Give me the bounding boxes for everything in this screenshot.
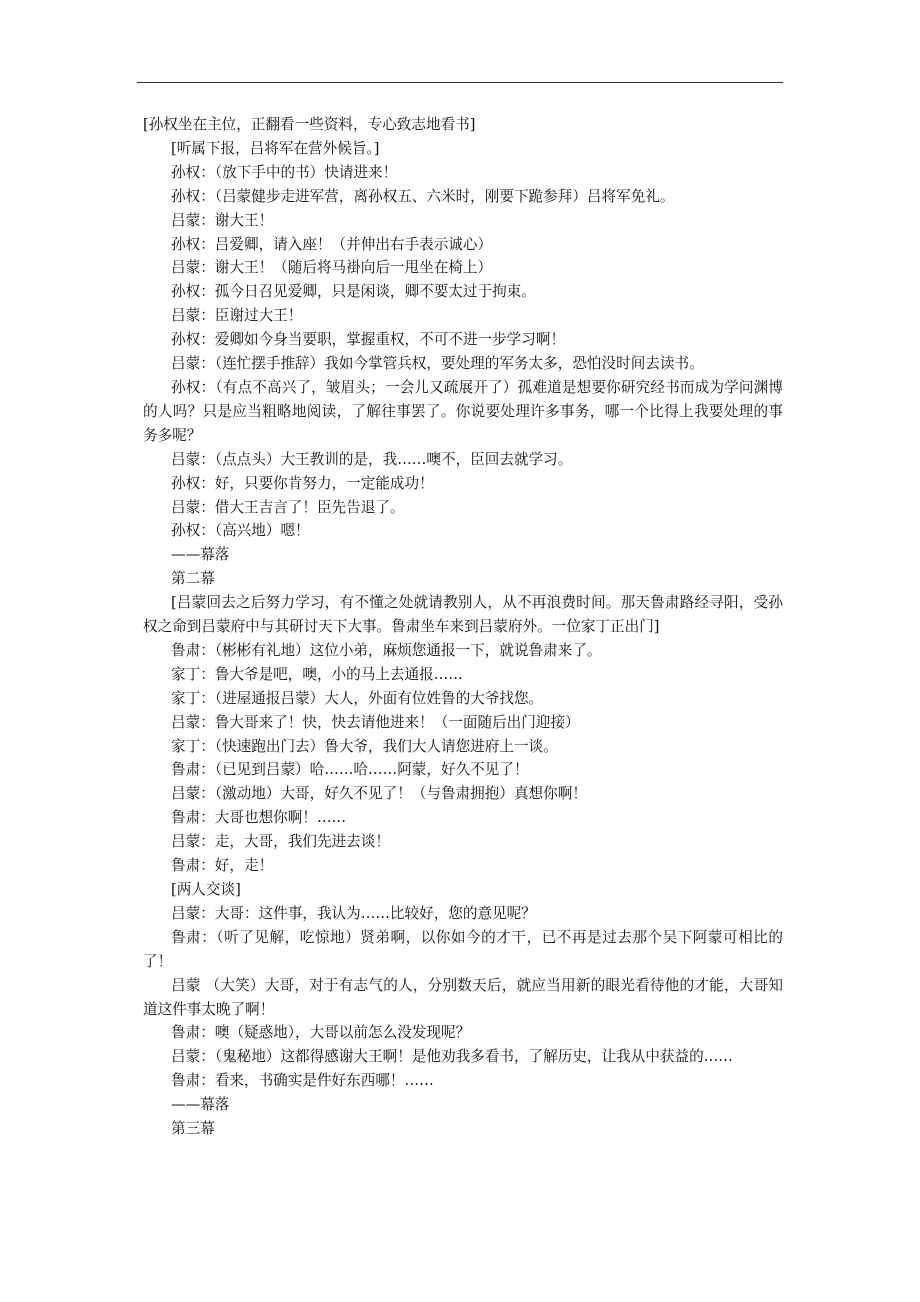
dialogue-line: 家丁：（进屋通报吕蒙）大人，外面有位姓鲁的大爷找您。	[171, 689, 544, 707]
dialogue-paragraph: [吕蒙回去之后努力学习，有不懂之处就请教别人，从不再浪费时间。那天鲁肃路经寻阳，受孙权之命到吕蒙府中与其研讨天下大事。鲁肃坐车来到吕蒙府外。一位家丁正出门]	[143, 594, 783, 636]
dialogue-line: 第二幕	[171, 570, 215, 588]
dialogue-paragraph: 鲁肃：（听了见解，吃惊地）贤弟啊，以你如今的才干，已不再是过去那个吴下阿蒙可相比的了！	[143, 928, 783, 970]
dialogue-line: 孙权：（高兴地）嗯！	[171, 522, 310, 540]
document-body	[143, 113, 783, 1141]
dialogue-line: 吕蒙：（点点头）大王教训的是，我……噢不，臣回去就学习。	[171, 450, 573, 468]
dialogue-line: [孙权坐在主位，正翻看一些资料，专心致志地看书]	[143, 116, 476, 133]
dialogue-line: 孙权：（吕蒙健步走进军营，离孙权五、六米时，刚要下跪参拜）吕将军免礼。	[171, 187, 675, 205]
dialogue-line: [两人交谈]	[171, 881, 241, 898]
dialogue-line: 鲁肃：（已见到吕蒙）哈……哈……阿蒙，好久不见了！	[171, 761, 529, 779]
dialogue-line: 家丁：（快速跑出门去）鲁大爷，我们大人请您进府上一谈。	[171, 737, 558, 755]
dialogue-line: 吕蒙：大哥：这件事，我认为……比较好，您的意见呢？	[171, 904, 536, 922]
dialogue-line: 鲁肃：大哥也想你啊！……	[171, 809, 347, 827]
dialogue-line: 吕蒙：臣谢过大王！	[171, 307, 303, 325]
dialogue-line: 鲁肃：噢（疑惑地），大哥以前怎么没发现呢？	[171, 1024, 471, 1042]
dialogue-paragraph: 孙权：（有点不高兴了，皱眉头；一会儿又疏展开了）孤难道是想要你研究经书而成为学问渊博的人吗？只是应当粗略地阅读，了解往事罢了。你说要处理许多事务，哪一个比得上我要处理的事务多呢？	[143, 378, 783, 444]
dialogue-line: ——幕落	[171, 546, 230, 564]
dialogue-line: 吕蒙：谢大王！	[171, 211, 274, 229]
dialogue-paragraph: 吕蒙：（鬼秘地）这都得感谢大王啊！是他劝我多看书，了解历史，让我从中获益的……	[171, 1048, 733, 1066]
dialogue-paragraph: 吕蒙 （大笑）大哥，对于有志气的人，分别数天后，就应当用新的眼光看待他的才能，大哥知道这件事太晚了啊！	[143, 976, 783, 1018]
dialogue-line: 吕蒙：（连忙摆手推辞）我如今掌管兵权，要处理的军务太多，恐怕没时间去读书。	[171, 355, 704, 373]
dialogue-line: 吕蒙：走，大哥，我们先进去谈！	[171, 833, 390, 851]
dialogue-line: ——幕落	[171, 1096, 230, 1114]
header-rule	[137, 82, 783, 83]
dialogue-line: 孙权：爱卿如今身当要职，掌握重权，不可不进一步学习啊！	[171, 331, 566, 349]
dialogue-line: 吕蒙：鲁大哥来了！快，快去请他进来！（一面随后出门迎接）	[171, 713, 580, 731]
dialogue-line: 鲁肃：好，走！	[171, 857, 274, 875]
dialogue-line: 第三幕	[171, 1120, 215, 1138]
dialogue-line: 孙权：好，只要你肯努力，一定能成功！	[171, 474, 434, 492]
dialogue-line: 孙权：吕爱卿，请入座！（并伸出右手表示诚心）	[171, 235, 493, 253]
dialogue-line: 家丁：鲁大爷是吧，噢，小的马上去通报……	[171, 665, 463, 683]
dialogue-line: 孙权：（放下手中的书）快请进来！	[171, 163, 398, 181]
dialogue-line: 孙权：孤今日召见爱卿，只是闲谈，卿不要太过于拘束。	[171, 283, 536, 301]
dialogue-line: 鲁肃：（彬彬有礼地）这位小弟，麻烦您通报一下，就说鲁肃来了。	[171, 641, 602, 659]
dialogue-line: 鲁肃：看来，书确实是件好东西哪！……	[171, 1072, 434, 1090]
dialogue-line: 吕蒙：（激动地）大哥，好久不见了！（与鲁肃拥抱）真想你啊！	[171, 785, 587, 803]
dialogue-line: 吕蒙：借大王吉言了！臣先告退了。	[171, 498, 405, 516]
dialogue-line: [听属下报，吕将军在营外候旨。]	[171, 139, 380, 157]
dialogue-line: 吕蒙：谢大王！（随后将马褂向后一甩坐在椅上）	[171, 259, 493, 277]
